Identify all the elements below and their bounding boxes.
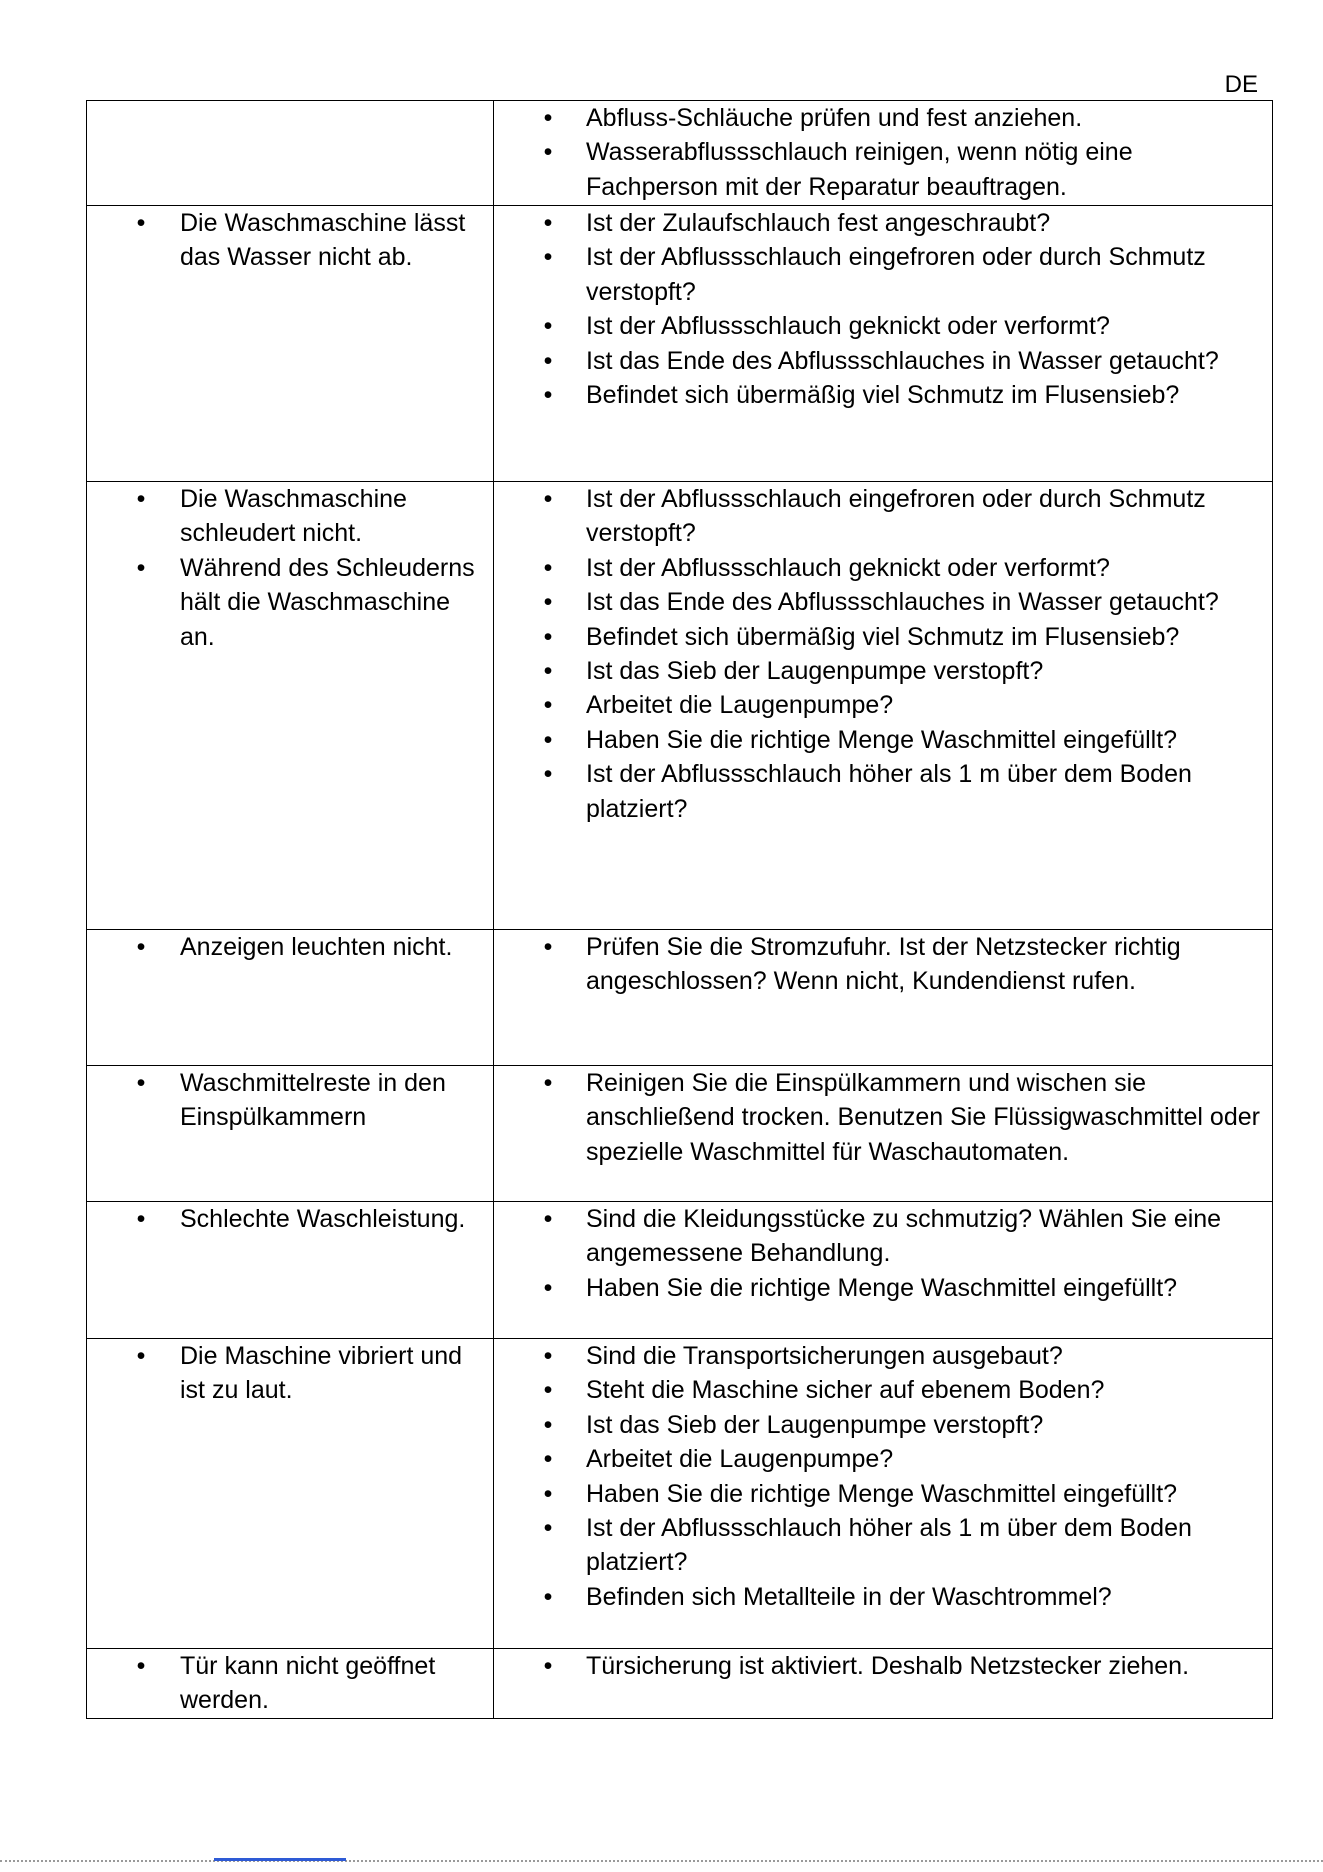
table-row bbox=[87, 482, 1273, 930]
bullet-icon: • bbox=[543, 1652, 553, 1680]
bullet-icon: • bbox=[543, 346, 553, 375]
problem-list bbox=[87, 482, 493, 654]
solution-cell bbox=[494, 101, 1273, 206]
solution-item bbox=[494, 1580, 1272, 1614]
problem-list bbox=[87, 930, 493, 964]
bullet-icon: • bbox=[136, 1342, 146, 1370]
bullet-icon: • bbox=[543, 691, 553, 720]
problem-cell bbox=[87, 101, 494, 206]
solution-item bbox=[494, 135, 1272, 204]
bullet-icon: • bbox=[543, 312, 553, 341]
problem-text: Die Waschmaschine lässt das Wasser nicht ab. bbox=[180, 209, 466, 272]
solution-item bbox=[494, 1649, 1272, 1683]
bullet-icon: • bbox=[543, 381, 553, 410]
solution-item bbox=[494, 585, 1272, 619]
problem-cell bbox=[87, 1066, 494, 1202]
problem-list bbox=[87, 1649, 493, 1718]
solution-text: Ist das Ende des Abflussschlauches in Wasser getaucht? bbox=[586, 346, 1219, 375]
problem-text: Anzeigen leuchten nicht. bbox=[180, 933, 453, 961]
bullet-icon: • bbox=[543, 760, 553, 789]
solution-item bbox=[494, 309, 1272, 343]
solution-text: Haben Sie die richtige Menge Waschmittel eingefüllt? bbox=[586, 1273, 1178, 1302]
bullet-icon: • bbox=[543, 1410, 553, 1439]
solution-text: Ist der Abflussschlauch eingefroren oder durch Schmutz verstopft? bbox=[586, 485, 1206, 548]
problem-list bbox=[87, 1339, 493, 1408]
solution-item bbox=[494, 1373, 1272, 1407]
problem-list bbox=[87, 206, 493, 275]
problem-text: Waschmittelreste in den Einspülkammern bbox=[180, 1069, 446, 1132]
solution-item bbox=[494, 688, 1272, 722]
problem-cell bbox=[87, 1649, 494, 1719]
solution-item bbox=[494, 757, 1272, 826]
solution-list bbox=[494, 1339, 1272, 1614]
bullet-icon: • bbox=[543, 104, 553, 132]
problem-list bbox=[87, 1202, 493, 1236]
solution-item bbox=[494, 930, 1272, 999]
bullet-icon: • bbox=[543, 725, 553, 754]
solution-text: Ist der Abflussschlauch geknickt oder verformt? bbox=[586, 553, 1110, 582]
table-row bbox=[87, 1202, 1273, 1339]
solution-item bbox=[494, 620, 1272, 654]
solution-item bbox=[494, 482, 1272, 551]
bullet-icon: • bbox=[136, 1069, 146, 1097]
table-body bbox=[87, 101, 1273, 1719]
solution-item bbox=[494, 1408, 1272, 1442]
solution-text: Ist das Sieb der Laugenpumpe verstopft? bbox=[586, 1410, 1044, 1439]
bullet-icon: • bbox=[543, 485, 553, 513]
solution-list bbox=[494, 482, 1272, 826]
solution-text: Ist der Abflussschlauch geknickt oder verformt? bbox=[586, 312, 1110, 341]
bullet-icon: • bbox=[136, 485, 146, 513]
solution-text: Haben Sie die richtige Menge Waschmittel eingefüllt? bbox=[586, 1479, 1178, 1508]
problem-item bbox=[87, 1066, 493, 1135]
solution-list bbox=[494, 101, 1272, 204]
solution-item bbox=[494, 240, 1272, 309]
language-tag: DE bbox=[1224, 71, 1258, 98]
solution-list bbox=[494, 1066, 1272, 1169]
bullet-icon: • bbox=[136, 553, 146, 582]
bullet-icon: • bbox=[136, 1205, 146, 1233]
bullet-icon: • bbox=[136, 209, 146, 237]
solution-item bbox=[494, 1271, 1272, 1305]
solution-text: Wasserabflussschlauch reinigen, wenn nötig eine Fachperson mit der Reparatur beauftragen. bbox=[586, 138, 1133, 201]
problem-cell bbox=[87, 1339, 494, 1649]
bullet-icon: • bbox=[543, 1376, 553, 1405]
solution-item bbox=[494, 378, 1272, 412]
bullet-icon: • bbox=[543, 553, 553, 582]
solution-text: Ist das Ende des Abflussschlauches in Wasser getaucht? bbox=[586, 588, 1219, 617]
solution-cell bbox=[494, 1066, 1273, 1202]
solution-cell bbox=[494, 1339, 1273, 1649]
solution-item bbox=[494, 206, 1272, 240]
solution-item bbox=[494, 1202, 1272, 1271]
solution-item bbox=[494, 1511, 1272, 1580]
solution-text: Ist der Zulaufschlauch fest angeschraubt? bbox=[586, 209, 1051, 237]
solution-text: Steht die Maschine sicher auf ebenem Boden? bbox=[586, 1376, 1105, 1405]
problem-item bbox=[87, 1339, 493, 1408]
bullet-icon: • bbox=[136, 933, 146, 961]
problem-text: Schlechte Waschleistung. bbox=[180, 1205, 466, 1233]
problem-cell bbox=[87, 1202, 494, 1339]
problem-text: Während des Schleuderns hält die Waschmaschine an. bbox=[180, 553, 475, 651]
solution-text: Ist der Abflussschlauch höher als 1 m über dem Boden platziert? bbox=[586, 1514, 1192, 1577]
problem-item bbox=[87, 1202, 493, 1236]
solution-item bbox=[494, 344, 1272, 378]
solution-text: Befinden sich Metallteile in der Waschtrommel? bbox=[586, 1582, 1112, 1611]
solution-text: Sind die Transportsicherungen ausgebaut? bbox=[586, 1342, 1063, 1370]
solution-item bbox=[494, 654, 1272, 688]
solution-item bbox=[494, 101, 1272, 135]
problem-item bbox=[87, 206, 493, 275]
bullet-icon: • bbox=[543, 1582, 553, 1611]
bullet-icon: • bbox=[543, 1445, 553, 1474]
table-row bbox=[87, 1066, 1273, 1202]
troubleshooting-table bbox=[86, 100, 1273, 1719]
footer-link-underline bbox=[214, 1858, 346, 1861]
solution-text: Haben Sie die richtige Menge Waschmittel eingefüllt? bbox=[586, 725, 1178, 754]
solution-item bbox=[494, 1477, 1272, 1511]
solution-list bbox=[494, 930, 1272, 999]
bullet-icon: • bbox=[543, 933, 553, 961]
problem-text: Tür kann nicht geöffnet werden. bbox=[180, 1652, 436, 1715]
solution-text: Arbeitet die Laugenpumpe? bbox=[586, 1445, 894, 1474]
solution-text: Ist das Sieb der Laugenpumpe verstopft? bbox=[586, 657, 1044, 686]
solution-text: Befindet sich übermäßig viel Schmutz im Flusensieb? bbox=[586, 381, 1180, 410]
solution-item bbox=[494, 551, 1272, 585]
bullet-icon: • bbox=[543, 1479, 553, 1508]
solution-cell bbox=[494, 482, 1273, 930]
bullet-icon: • bbox=[543, 243, 553, 272]
solution-cell bbox=[494, 930, 1273, 1066]
problem-list bbox=[87, 1066, 493, 1135]
solution-text: Arbeitet die Laugenpumpe? bbox=[586, 691, 894, 720]
solution-cell bbox=[494, 206, 1273, 482]
problem-text: Die Maschine vibriert und ist zu laut. bbox=[180, 1342, 463, 1405]
problem-cell bbox=[87, 930, 494, 1066]
bullet-icon: • bbox=[543, 1273, 553, 1302]
bullet-icon: • bbox=[543, 138, 553, 167]
bullet-icon: • bbox=[136, 1652, 146, 1680]
problem-item bbox=[87, 482, 493, 551]
table-row bbox=[87, 206, 1273, 482]
bullet-icon: • bbox=[543, 588, 553, 617]
solution-text: Reinigen Sie die Einspülkammern und wischen sie anschließend trocken. Benutzen Sie Flüssigwaschmittel oder spezielle Waschmittel für Waschautomaten. bbox=[586, 1069, 1260, 1166]
solution-item bbox=[494, 1066, 1272, 1169]
footer-dotted-line bbox=[0, 1860, 1323, 1862]
problem-text: Die Waschmaschine schleudert nicht. bbox=[180, 485, 407, 548]
solution-text: Ist der Abflussschlauch höher als 1 m über dem Boden platziert? bbox=[586, 760, 1192, 823]
solution-item bbox=[494, 1339, 1272, 1373]
table-row bbox=[87, 1339, 1273, 1649]
problem-item bbox=[87, 1649, 493, 1718]
bullet-icon: • bbox=[543, 1069, 553, 1097]
bullet-icon: • bbox=[543, 657, 553, 686]
solution-list bbox=[494, 1649, 1272, 1683]
solution-cell bbox=[494, 1649, 1273, 1719]
solution-cell bbox=[494, 1202, 1273, 1339]
solution-text: Ist der Abflussschlauch eingefroren oder durch Schmutz verstopft? bbox=[586, 243, 1206, 306]
problem-cell bbox=[87, 206, 494, 482]
solution-text: Abfluss-Schläuche prüfen und fest anziehen. bbox=[586, 104, 1083, 132]
table-row bbox=[87, 101, 1273, 206]
bullet-icon: • bbox=[543, 1342, 553, 1370]
solution-item bbox=[494, 1442, 1272, 1476]
problem-item bbox=[87, 551, 493, 654]
bullet-icon: • bbox=[543, 209, 553, 237]
solution-list bbox=[494, 1202, 1272, 1305]
solution-list bbox=[494, 206, 1272, 412]
solution-text: Sind die Kleidungsstücke zu schmutzig? Wählen Sie eine angemessene Behandlung. bbox=[586, 1205, 1222, 1268]
solution-text: Prüfen Sie die Stromzufuhr. Ist der Netzstecker richtig angeschlossen? Wenn nicht, Kundendienst rufen. bbox=[586, 933, 1181, 996]
table-row bbox=[87, 930, 1273, 1066]
bullet-icon: • bbox=[543, 1205, 553, 1233]
bullet-icon: • bbox=[543, 622, 553, 651]
solution-text: Türsicherung ist aktiviert. Deshalb Netzstecker ziehen. bbox=[586, 1652, 1190, 1680]
problem-cell bbox=[87, 482, 494, 930]
table-row bbox=[87, 1649, 1273, 1719]
solution-item bbox=[494, 723, 1272, 757]
problem-item bbox=[87, 930, 493, 964]
solution-text: Befindet sich übermäßig viel Schmutz im Flusensieb? bbox=[586, 622, 1180, 651]
bullet-icon: • bbox=[543, 1514, 553, 1543]
